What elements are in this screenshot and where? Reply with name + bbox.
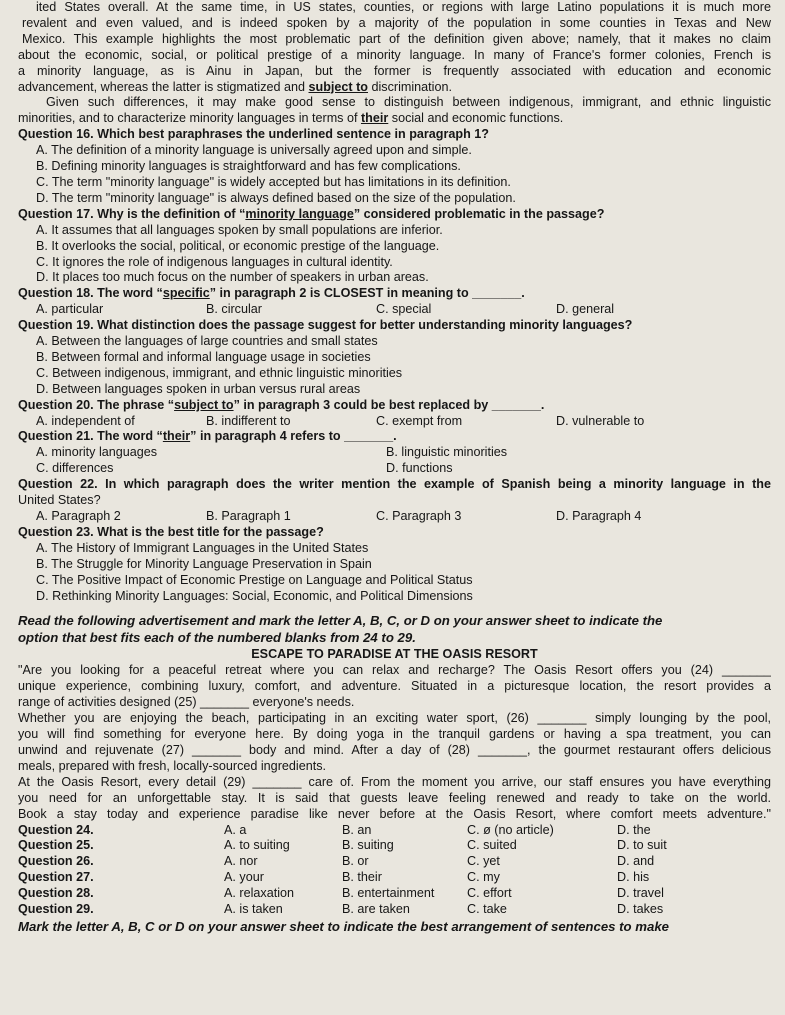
option[interactable]: B. It overlooks the social, political, or economic prestige of the language. (36, 238, 440, 253)
passage-line: a minority language, as is Ainu in Japan, but the former is frequently associated with education and economic (18, 63, 771, 78)
option[interactable]: C. take (467, 902, 507, 917)
option[interactable]: A. nor (224, 854, 258, 869)
option[interactable]: C. It ignores the role of indigenous languages in cultural identity. (36, 254, 393, 269)
option-row (18, 302, 771, 318)
option[interactable]: B. The Struggle for Minority Language Preservation in Spain (36, 556, 372, 571)
option[interactable]: D. vulnerable to (556, 413, 645, 428)
option[interactable]: D. the (617, 822, 651, 837)
option[interactable]: C. effort (467, 886, 512, 901)
option[interactable]: C. differences (36, 461, 114, 476)
option[interactable]: A. your (224, 870, 264, 885)
ad-line: range of activities designed (25) _______ everyone's needs. (18, 695, 355, 710)
passage-line: advancement, whereas the latter is stigmatized and subject to discrimination. (18, 79, 452, 94)
question-label: Question 28. (18, 886, 94, 901)
option[interactable]: B. their (342, 870, 382, 885)
question-stem: Question 23. What is the best title for the passage? (18, 524, 324, 539)
option[interactable]: B. or (342, 854, 369, 869)
option[interactable]: A. is taken (224, 902, 283, 917)
option[interactable]: D. It places too much focus on the number of speakers in urban areas. (36, 270, 429, 285)
option[interactable]: B. Defining minority languages is straightforward and has few complications. (36, 159, 461, 174)
ad-title: ESCAPE TO PARADISE AT THE OASIS RESORT (251, 647, 538, 662)
option[interactable]: A. Between the languages of large countries and small states (36, 334, 378, 349)
option[interactable]: B. Paragraph 1 (206, 509, 291, 523)
option[interactable]: B. entertainment (342, 886, 435, 901)
question-18 (18, 286, 771, 318)
question-stem: Question 22. In which paragraph does the writer mention the example of Spanish being a minority language in the (18, 477, 771, 492)
passage-line: revalent and even valued, and is indeed spoken by a majority of the population in some counties in Texas and New (22, 15, 771, 30)
ad-line: unique experience, combining luxury, comfort, and adventure. Situated in a picturesque location, the resort provides a (18, 679, 771, 694)
passage-line: Given such differences, it may make good sense to distinguish between indigenous, immigrant, and ethnic linguistic (46, 95, 771, 110)
option[interactable]: C. special (376, 302, 432, 317)
question-23 (18, 525, 771, 605)
question-label: Question 24. (18, 822, 94, 837)
option[interactable]: A. minority languages (36, 445, 158, 460)
option-row (18, 414, 771, 430)
question-label: Question 26. (18, 854, 94, 869)
option[interactable]: A. It assumes that all languages spoken by small populations are inferior. (36, 222, 443, 237)
answer-options-table (18, 823, 771, 918)
option[interactable]: A. relaxation (224, 886, 295, 901)
option[interactable]: C. my (467, 870, 500, 885)
option[interactable]: B. an (342, 822, 372, 837)
passage-line: about the economic, social, or political prestige of a minority language. In many of France's former colonies, French is (18, 47, 771, 62)
question-stem: Question 20. The phrase “subject to” in paragraph 3 could be best replaced by _______. (18, 397, 545, 412)
option[interactable]: C. Between indigenous, immigrant, and ethnic linguistic minorities (36, 365, 403, 380)
question-stem: Question 21. The word “their” in paragraph 4 refers to _______. (18, 429, 397, 444)
next-section-instruction: Mark the letter A, B, C or D on your answer sheet to indicate the best arrangement of sentences to make (18, 918, 669, 934)
option[interactable]: A. The History of Immigrant Languages in the United States (36, 540, 369, 555)
section-instruction (18, 612, 771, 646)
question-label: Question 29. (18, 902, 94, 917)
option-row (18, 445, 771, 461)
question-22 (18, 477, 771, 525)
option[interactable]: B. linguistic minorities (386, 445, 508, 460)
question-stem-cont: United States? (18, 493, 101, 508)
option[interactable]: A. independent of (36, 413, 135, 428)
ad-line: unwind and rejuvenate (27) _______ body and mind. After a day of (28) _______, the gourmet restaurant offers delicious (18, 742, 771, 757)
option[interactable]: B. indifferent to (206, 413, 291, 428)
passage-line: minorities, and to characterize minority languages in terms of their social and economic functions. (18, 111, 564, 126)
option[interactable]: D. Rethinking Minority Languages: Social, Economic, and Political Dimensions (36, 588, 473, 603)
passage (18, 0, 771, 127)
option[interactable]: D. his (617, 870, 650, 885)
instruction-line: Read the following advertisement and mark the letter A, B, C, or D on your answer sheet to indicate the (18, 613, 663, 629)
option[interactable]: C. The term "minority language" is widely accepted but has limitations in its definition. (36, 174, 511, 189)
question-stem: Question 17. Why is the definition of “minority language” considered problematic in the passage? (18, 206, 605, 221)
question-21 (18, 429, 771, 477)
option[interactable]: A. to suiting (224, 838, 290, 853)
option[interactable]: D. Paragraph 4 (556, 509, 642, 523)
option[interactable]: B. suiting (342, 838, 394, 853)
option[interactable]: D. and (617, 854, 655, 869)
question-16 (18, 127, 771, 207)
question-stem: Question 19. What distinction does the passage suggest for better understanding minority languages? (18, 318, 633, 333)
ad-line: meals, prepared with fresh, locally-sourced ingredients. (18, 758, 326, 773)
ad-line: you will find something for everyone here. By doing yoga in the tranquil gardens or having a spa treatment, you can (18, 727, 771, 742)
option[interactable]: A. particular (36, 302, 104, 317)
option[interactable]: A. Paragraph 2 (36, 509, 121, 523)
passage-line: ited States overall. At the same time, in US states, counties, or regions with large Latino populations it is much more (36, 0, 771, 14)
option[interactable]: C. Paragraph 3 (376, 509, 462, 523)
ad-line: Book a stay today and experience paradise like never before at the Oasis Resort, where comfort meets adventure." (18, 806, 771, 821)
question-stem: Question 18. The word “specific” in paragraph 2 is CLOSEST in meaning to _______. (18, 286, 525, 301)
option[interactable]: C. exempt from (376, 413, 463, 428)
question-label: Question 27. (18, 870, 94, 885)
option[interactable]: B. circular (206, 302, 262, 317)
option[interactable]: A. The definition of a minority language is universally agreed upon and simple. (36, 143, 472, 158)
option[interactable]: D. Between languages spoken in urban versus rural areas (36, 381, 361, 396)
advertisement (18, 663, 771, 822)
option[interactable]: D. general (556, 302, 615, 317)
option[interactable]: B. Between formal and informal language usage in societies (36, 349, 371, 364)
option[interactable]: D. travel (617, 886, 664, 901)
option[interactable]: C. suited (467, 838, 517, 853)
passage-line: Mexico. This example highlights the most problematic part of the definition given above; namely, that it makes no claim (22, 31, 771, 46)
question-stem: Question 16. Which best paraphrases the underlined sentence in paragraph 1? (18, 127, 489, 142)
option[interactable]: C. yet (467, 854, 500, 869)
ad-line: "Are you looking for a peaceful retreat where you can relax and recharge? The Oasis Resort offers you (24) _______ (18, 663, 771, 678)
option[interactable]: D. to suit (617, 838, 667, 853)
option[interactable]: A. a (224, 822, 247, 837)
option[interactable]: C. ø (no article) (467, 822, 554, 837)
ad-line: you need for an unforgettable stay. It is said that guests leave feeling renewed and ready to take on the world. (18, 790, 771, 805)
instruction-line: option that best fits each of the numbered blanks from 24 to 29. (18, 630, 416, 646)
question-17 (18, 207, 771, 287)
ad-line: At the Oasis Resort, every detail (29) _______ care of. From the moment you arrive, our staff ensures you have everything (18, 774, 771, 789)
ad-line: Whether you are enjoying the beach, participating in an exciting water sport, (26) _______ simply lounging by the pool, (18, 711, 771, 726)
question-label: Question 25. (18, 838, 94, 853)
option-row (18, 461, 771, 477)
option[interactable]: B. are taken (342, 902, 410, 917)
option[interactable]: D. functions (386, 461, 453, 476)
option[interactable]: C. The Positive Impact of Economic Prestige on Language and Political Status (36, 572, 473, 587)
option[interactable]: D. The term "minority language" is always defined based on the size of the population. (36, 190, 516, 205)
option[interactable]: D. takes (617, 902, 664, 917)
question-19 (18, 318, 771, 398)
question-20 (18, 398, 771, 430)
option-row (18, 509, 771, 525)
